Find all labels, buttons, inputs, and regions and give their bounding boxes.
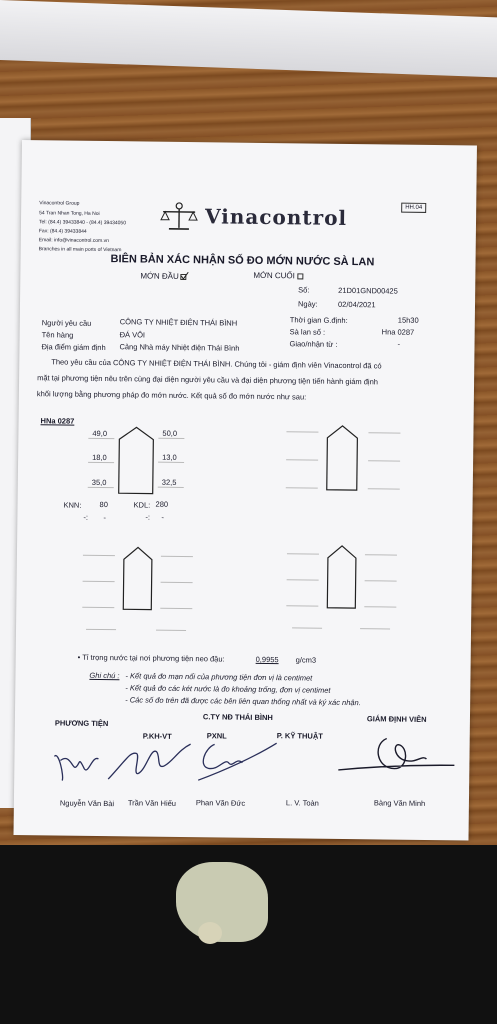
- draft-left-aft: 35,0: [91, 477, 107, 488]
- note-3: - Các số đo trên đã được các bên liên quan thống nhất và ký xác nhận.: [125, 695, 361, 708]
- place-label: Địa điểm giám định: [41, 342, 106, 353]
- density-label: • Tỉ trọng nước tại nơi phương tiện neo đậu:: [77, 652, 225, 664]
- draft-left-mid: 18,0: [92, 452, 107, 463]
- mark-left-2: -: [103, 513, 106, 523]
- mark-right: -:: [145, 512, 151, 522]
- requester-value: CÔNG TY NHIỆT ĐIỆN THÁI BÌNH: [119, 317, 238, 328]
- mark-right-2: -: [161, 512, 164, 522]
- draft-left-fwd: 49,0: [92, 428, 108, 439]
- dept-pxnl: PXNL: [206, 731, 227, 741]
- delivery-label: Giao/nhận từ :: [289, 339, 338, 349]
- time-label: Thời gian G.định:: [289, 315, 348, 325]
- mark-left: -:: [83, 512, 89, 522]
- delivery-value: -: [397, 339, 401, 349]
- dept-kh-vt: P.KH-VT: [142, 731, 172, 741]
- goods-label: Tên hàng: [41, 330, 74, 340]
- report-title: BIÊN BẢN XÁC NHẬN SỐ ĐO MỚN NƯỚC SÀ LAN: [110, 253, 375, 269]
- vinacontrol-logo: Vinacontrol: [204, 204, 348, 230]
- requester-label: Người yêu cầu: [41, 318, 92, 328]
- goods-value: ĐÁ VÔI: [119, 330, 146, 340]
- density-value: 0,9955: [255, 654, 279, 665]
- density-unit: g/cm3: [295, 655, 317, 665]
- draft-last-option: [253, 271, 303, 281]
- signer-name-4: L. V. Toàn: [285, 798, 319, 808]
- form-code: HH.04: [401, 203, 426, 213]
- inspection-report-sheet: [14, 140, 477, 841]
- barge-diagram-2: [324, 424, 361, 492]
- so-label: Số:: [298, 285, 310, 295]
- company-address: 54 Tran Nhan Tong, Ha Noi: [39, 210, 100, 217]
- checked-box-icon: [181, 274, 187, 280]
- barge-diagram-3: [120, 545, 155, 611]
- vessel-name: HNa 0287: [40, 416, 75, 426]
- draft-right-aft: 32,5: [161, 477, 177, 487]
- draft-last-label: MỚN CUỐI: [253, 270, 295, 281]
- company-email: Email: info@vinacontrol.com.vn: [38, 237, 109, 245]
- signer-name-2: Trần Văn Hiếu: [127, 798, 177, 808]
- signature-1-icon: [50, 746, 100, 783]
- vessel-signer-heading: PHƯƠNG TIỆN: [54, 718, 109, 729]
- signer-name-1: Nguyễn Văn Bài: [59, 798, 115, 809]
- barge-value: Hna 0287: [381, 327, 415, 337]
- signature-5-icon: [336, 734, 457, 783]
- inspector-signer-heading: GIÁM ĐỊNH VIÊN: [366, 714, 427, 724]
- company-fax: Fax: (84.4) 39433844: [38, 228, 87, 235]
- fabric-object-tip: [198, 922, 222, 944]
- signature-3-icon: [184, 738, 279, 787]
- draft-first-label: MỚN ĐẦU: [140, 271, 179, 281]
- signer-name-3: Phan Văn Đức: [195, 798, 246, 808]
- knn-value: 80: [99, 499, 108, 510]
- barge-label: Sà lan số :: [289, 327, 326, 337]
- note-1: - Kết quả đo mạn nổi của phương tiện đơn vị là centimet: [125, 671, 313, 683]
- fabric-object: [176, 862, 268, 942]
- barge-diagram-4: [324, 544, 359, 610]
- note-2: - Kết quả đo các két nước là đo khoảng trống, đơn vị centimet: [125, 683, 331, 695]
- time-value: 15h30: [397, 315, 419, 325]
- intro-line-1: Theo yêu cầu của CÔNG TY NHIỆT ĐIỆN THÁI BÌNH. Chúng tôi - giám định viên Vinacontrol đã có: [51, 357, 382, 371]
- scale-logo-icon: [159, 200, 199, 232]
- ngay-value: 02/04/2021: [337, 299, 376, 310]
- company-branches: Branches in all main ports of Vietnam: [38, 246, 122, 254]
- draft-right-mid: 13,0: [162, 452, 177, 462]
- barge-diagram-1: [116, 425, 157, 495]
- notes-label: Ghi chú :: [89, 670, 120, 681]
- company-tel: Tel: (84.4) 39433840 - (84.4) 39434050: [38, 219, 127, 227]
- kdl-value: 280: [155, 499, 169, 509]
- company-name: Vinacontrol Group: [39, 200, 80, 207]
- kdl-label: KDL:: [133, 500, 151, 510]
- place-value: Cảng Nhà máy Nhiệt điện Thái Bình: [119, 342, 240, 353]
- intro-line-2: mặt tại phương tiện nêu trên cùng đại diện người yêu cầu và đại diện phương tiện tiến hành giám định: [37, 373, 379, 387]
- draft-first-option: [140, 271, 187, 281]
- knn-label: KNN:: [63, 500, 82, 510]
- ngay-label: Ngày:: [297, 299, 318, 309]
- company-signer-heading: C.TY NĐ THÁI BÌNH: [202, 712, 273, 723]
- intro-line-3: khối lượng bằng phương pháp đo mớn nước. Kết quả số đo mớn nước như sau:: [36, 389, 307, 402]
- signature-2-icon: [106, 739, 193, 784]
- so-value: 21D01GND00425: [338, 285, 398, 296]
- empty-checkbox-icon: [297, 273, 303, 279]
- signer-name-5: Bàng Văn Minh: [373, 798, 426, 808]
- dept-ky-thuat: P. KỸ THUẬT: [276, 731, 323, 741]
- draft-right-fwd: 50,0: [162, 428, 178, 438]
